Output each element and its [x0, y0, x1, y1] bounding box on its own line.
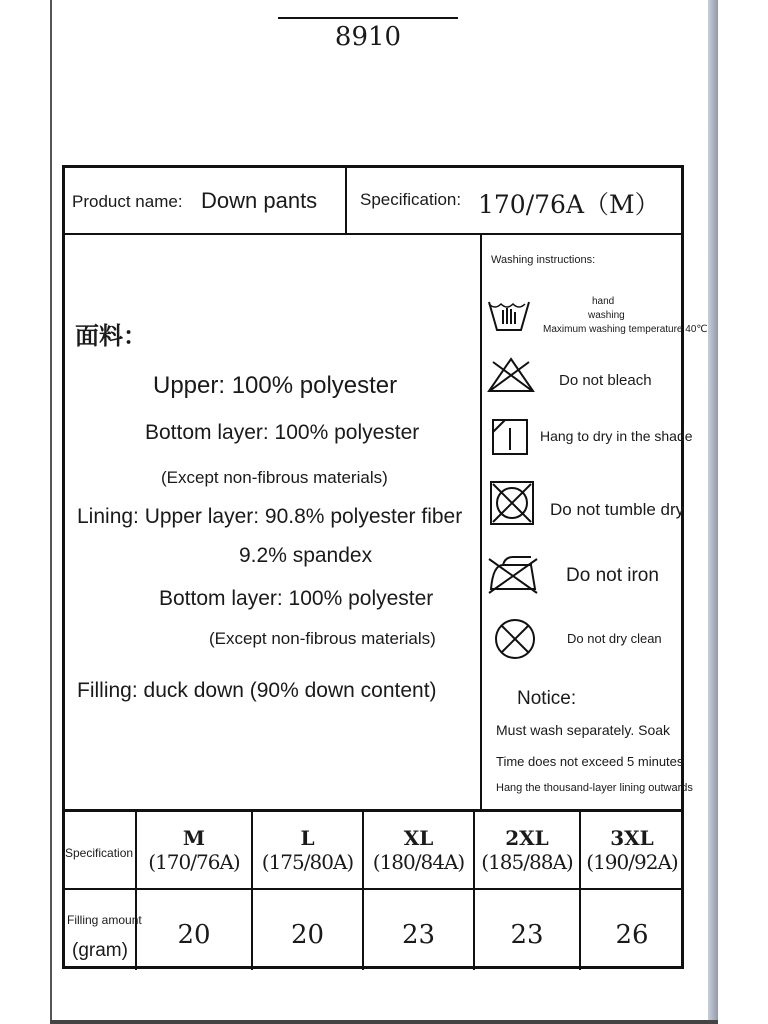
table-mid-rule: [65, 888, 681, 890]
title-rule: [278, 17, 458, 19]
size-measure: (175/80A): [261, 850, 354, 874]
fabric-lining-bottom: Bottom layer: 100% polyester: [159, 587, 434, 610]
size-measure: (185/88A): [481, 850, 573, 874]
frame-right-edge: [708, 0, 718, 1024]
fill-amount-xl: 23: [401, 920, 436, 950]
size-col-l: [253, 826, 362, 874]
product-code: 8910: [334, 22, 402, 52]
hand-wash-line-1: hand: [592, 296, 615, 307]
no-dry-clean-label: Do not dry clean: [567, 631, 662, 646]
no-iron-icon: [485, 551, 541, 595]
header-vertical: [345, 168, 347, 234]
fill-amount-3xl: 26: [615, 920, 649, 950]
no-iron-label: Do not iron: [566, 565, 659, 586]
table-spec-label: Specification: [65, 846, 134, 860]
fill-amount-m: 20: [177, 920, 211, 950]
no-bleach-icon: [485, 356, 537, 394]
dry-in-shade-label: Hang to dry in the shade: [540, 428, 693, 444]
fabric-except-1: (Except non-fibrous materials): [161, 468, 388, 487]
label-card: [62, 165, 708, 969]
specification-value: 170/76A（M）: [478, 190, 660, 219]
washing-title: Washing instructions:: [491, 254, 596, 266]
size-label: XL: [403, 826, 434, 850]
size-label: L: [300, 826, 315, 850]
size-label: 2XL: [505, 826, 549, 850]
no-tumble-dry-icon: [489, 480, 535, 526]
size-col-2xl: [475, 826, 579, 874]
fill-amount-l: 20: [290, 920, 325, 950]
fabric-filling: Filling: duck down (90% down content): [77, 679, 437, 702]
body-vertical: [480, 234, 482, 810]
size-col-m: [137, 826, 251, 874]
product-name-label: Product name:: [72, 192, 183, 211]
size-col-3xl: [581, 826, 683, 874]
hand-wash-line-2: washing: [588, 310, 625, 321]
fabric-upper: Upper: 100% polyester: [153, 372, 398, 399]
size-col-xl: [364, 826, 473, 874]
hand-wash-icon: [485, 296, 533, 336]
product-name-value: Down pants: [201, 188, 318, 213]
fill-amount-2xl: 23: [510, 920, 544, 950]
no-bleach-label: Do not bleach: [559, 372, 652, 389]
notice-line-3: Hang the thousand-layer lining outwards: [496, 782, 693, 794]
notice-line-2: Time does not exceed 5 minutes: [496, 754, 684, 769]
notice-title: Notice:: [517, 688, 577, 709]
hand-wash-line-3: Maximum washing temperature 40℃: [543, 324, 708, 335]
fabric-bottom-layer: Bottom layer: 100% polyester: [145, 421, 420, 444]
table-fill-unit: (gram): [72, 940, 128, 961]
no-tumble-dry-label: Do not tumble dry: [550, 500, 685, 519]
size-label: M: [182, 826, 206, 850]
header-divider: [65, 233, 681, 235]
notice-line-1: Must wash separately. Soak: [496, 722, 671, 738]
dry-in-shade-icon: [491, 418, 529, 456]
size-measure: (180/84A): [372, 850, 465, 874]
size-measure: (170/76A): [148, 850, 240, 874]
fabric-spandex: 9.2% spandex: [239, 544, 373, 567]
frame-left-edge: [50, 0, 52, 1024]
table-top-rule: [65, 809, 681, 812]
fabric-except-2: (Except non-fibrous materials): [209, 629, 436, 648]
fabric-lining: Lining: Upper layer: 90.8% polyester fiber: [77, 505, 463, 528]
table-fill-label: Filling amount: [67, 913, 142, 927]
frame-bottom-edge: [50, 1020, 718, 1024]
size-label: 3XL: [610, 826, 654, 850]
size-measure: (190/92A): [586, 850, 678, 874]
specification-label: Specification:: [360, 190, 462, 209]
no-dry-clean-icon: [492, 616, 538, 662]
fabric-title: 面料：: [75, 323, 147, 350]
